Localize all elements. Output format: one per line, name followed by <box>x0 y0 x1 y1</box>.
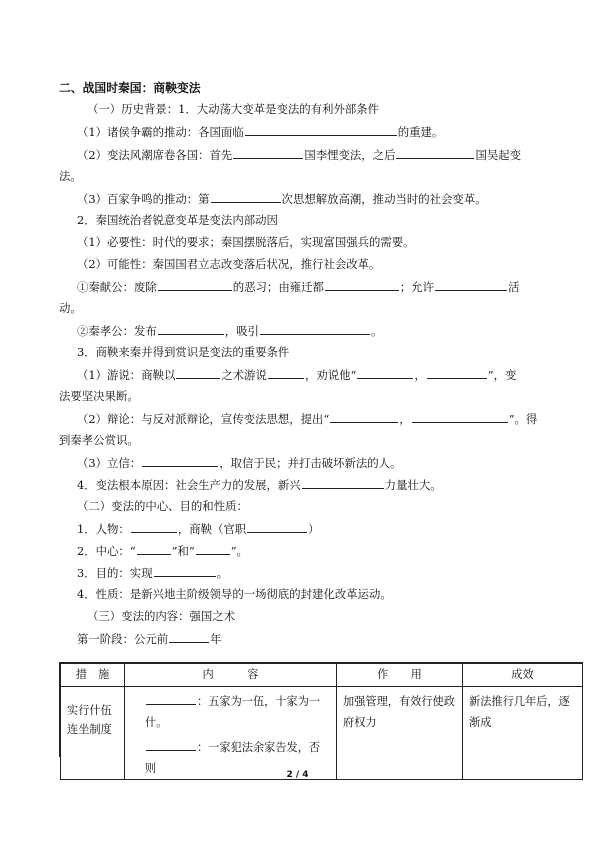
table-row <box>61 687 583 780</box>
section-title: 二、战国时秦国：商鞅变法 <box>59 81 201 95</box>
fill-blank[interactable] <box>131 520 177 533</box>
fill-blank[interactable] <box>325 278 399 291</box>
fill-blank[interactable] <box>302 476 384 489</box>
fill-blank[interactable] <box>427 366 487 379</box>
text-line: （2）变法风潮席卷各国：首先 国李悝变法，之后 国吴起变 <box>77 148 522 162</box>
header-effect: 作 用 <box>337 664 463 687</box>
text-line: 动。 <box>59 301 82 315</box>
text-line: 1．人物： ，商鞅（官职 ） <box>77 522 320 536</box>
text-line: 2．秦国统治者锐意变革是变法内部动因 <box>77 213 278 227</box>
fill-blank[interactable] <box>412 410 508 423</box>
text-line: （1）游说：商鞅以 之术游说 ，劝说他“ ， ”，变 <box>77 368 517 382</box>
cell-content: ：五家为一伍，十家为一什。 ：一家犯法余家告发，否则 <box>125 687 337 780</box>
text-line: （1）必要性：时代的要求；秦国摆脱落后，实现富国强兵的需要。 <box>77 235 415 249</box>
fill-blank[interactable] <box>211 190 281 203</box>
text-line: 4．性质：是新兴地主阶级领导的一场彻底的封建化改革运动。 <box>77 587 392 601</box>
fill-blank[interactable] <box>158 322 224 335</box>
subsection-heading: （三）变法的内容：强国之术 <box>87 609 236 623</box>
fill-blank[interactable] <box>233 146 303 159</box>
text-line: 4．变法根本原因：社会生产力的发展，新兴 力量壮大。 <box>77 478 442 492</box>
fill-blank[interactable] <box>154 564 216 577</box>
fill-blank[interactable] <box>176 366 220 379</box>
fill-blank[interactable] <box>146 692 196 705</box>
fill-blank[interactable] <box>142 454 218 467</box>
text-line: （2）辩论：与反对派辩论，宣传变法思想，提出“ ， ”。得 <box>77 412 538 426</box>
text-line: （3）立信： ，取信于民；并打击破坏新法的人。 <box>77 456 402 470</box>
fill-blank[interactable] <box>158 278 232 291</box>
page-number: 2 / 4 <box>286 770 309 780</box>
text-line: ②秦孝公：发布 ，吸引 。 <box>77 324 383 338</box>
header-content: 内 容 <box>125 664 337 687</box>
fill-blank[interactable] <box>146 738 196 751</box>
cell-effect: 加强管理，有效行使政府权力 <box>337 687 463 780</box>
background-heading: （一）历史背景：1．大动荡大变革是变法的有利外部条件 <box>87 102 380 116</box>
fill-blank[interactable] <box>245 123 397 136</box>
text-line: 3．商鞅来秦并得到赏识是变法的重要条件 <box>77 345 290 359</box>
cell-measure: 实行什伍连坐制度 <box>61 687 125 780</box>
fill-blank[interactable] <box>137 542 171 555</box>
text-line: 到秦孝公赏识。 <box>59 433 139 447</box>
fill-blank[interactable] <box>196 542 230 555</box>
text-line: 法要坚决果断。 <box>59 389 139 403</box>
fill-blank[interactable] <box>260 322 370 335</box>
table-header-row <box>61 664 583 687</box>
fill-blank[interactable] <box>357 366 413 379</box>
fill-blank[interactable] <box>330 410 398 423</box>
subsection-heading: （二）变法的中心、目的和性质： <box>77 499 248 513</box>
text-line: 第一阶段：公元前 年 <box>77 632 222 646</box>
text-line: （3）百家争鸣的推动：第 次思想解放高潮，推动当时的社会变革。 <box>77 192 487 206</box>
fill-blank[interactable] <box>268 366 304 379</box>
fill-blank[interactable] <box>435 278 507 291</box>
fill-blank[interactable] <box>396 146 474 159</box>
text-line: ①秦献公：废除 的恶习；由雍迁都 ；允许 活 <box>77 280 520 294</box>
header-measure: 措 施 <box>61 664 125 687</box>
text-line: 3．目的：实现 。 <box>77 566 228 580</box>
text-line: 2．中心：“ ”和“ ”。 <box>77 544 248 558</box>
text-line: 法。 <box>59 169 82 183</box>
cell-result: 新法推行几年后，逐渐成 <box>463 687 583 780</box>
fill-blank[interactable] <box>247 520 307 533</box>
header-result: 成效 <box>463 664 583 687</box>
fill-blank[interactable] <box>169 630 209 643</box>
text-line: （2）可能性：秦国国君立志改变落后状况，推行社会改革。 <box>77 257 381 271</box>
text-line: （1）诸侯争霸的推动：各国面临 的重建。 <box>77 125 444 139</box>
